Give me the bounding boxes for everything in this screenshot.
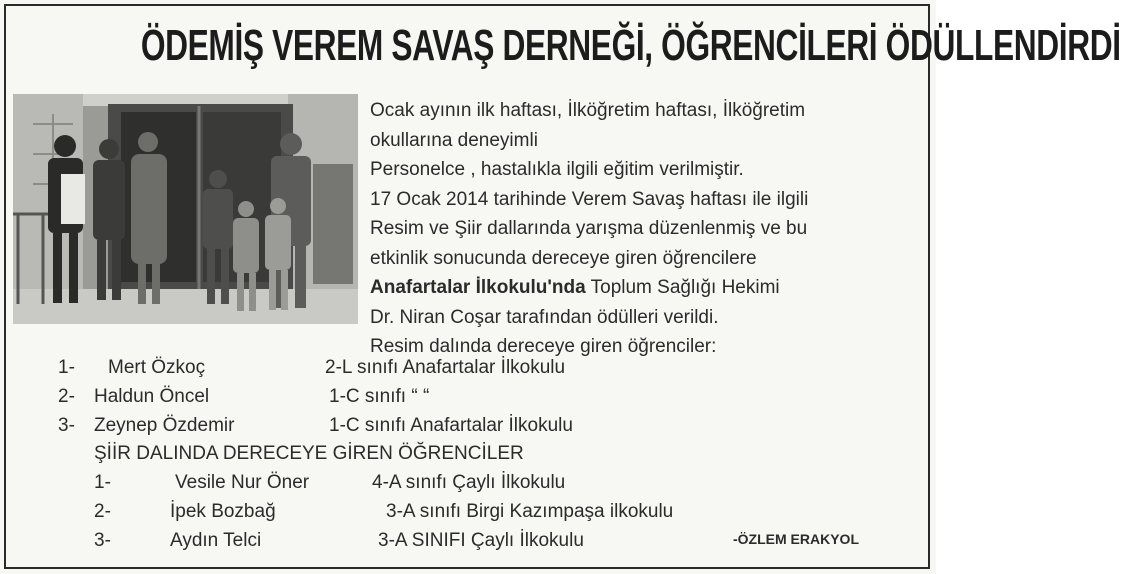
resim-student-class: 1-C sınıfı Anafartalar İlkokulu [329, 415, 573, 436]
award-ceremony-photo [13, 94, 358, 324]
article-intro [370, 96, 920, 362]
intro-line: Resim ve Şiir dallarında yarışma düzenlenmiş ve bu [370, 218, 808, 239]
resim-student-name: Zeynep Özdemir [94, 415, 235, 436]
siir-student-name: İpek Bozbağ [170, 501, 276, 522]
siir-section-heading: ŞİİR DALINDA DERECEYE GİREN ÖĞRENCİLER [94, 443, 524, 464]
resim-student-name: Mert Özkoç [108, 357, 206, 378]
school-name: Anafartalar İlkokulu'nda [370, 277, 586, 298]
siir-student-class: 4-A sınıfı Çaylı İlkokulu [372, 472, 566, 493]
intro-line: Resim dalında dereceye giren öğrenciler: [370, 336, 717, 357]
resim-student-name: Haldun Öncel [94, 386, 210, 407]
siir-student-class: 3-A sınıfı Birgi Kazımpaşa ilkokulu [386, 501, 674, 522]
resim-student-class: 1-C sınıfı “ “ [329, 386, 430, 407]
resim-student-class: 2-L sınıfı Anafartalar İlkokulu [325, 357, 566, 378]
intro-line: okullarına deneyimli [370, 129, 538, 151]
headline: ÖDEMİŞ VEREM SAVAŞ DERNEĞİ, ÖĞRENCİLERİ ÖDÜLLENDİRDİ [140, 21, 1121, 70]
photo-illustration [13, 94, 358, 324]
resim-rank: 1- [58, 357, 75, 378]
siir-student-class: 3-A SINIFI Çaylı İlkokulu [378, 530, 584, 551]
author-byline: -ÖZLEM ERAKYOL [733, 531, 859, 547]
intro-line: 17 Ocak 2014 tarihinde Verem Savaş haftası ile ilgili [370, 188, 809, 210]
intro-line: Ocak ayının ilk haftası, İlköğretim haftası, İlköğretim [370, 100, 806, 121]
siir-rank: 2- [94, 501, 111, 522]
resim-rank: 3- [58, 415, 75, 436]
siir-student-name: Vesile Nur Öner [175, 472, 310, 493]
intro-line: Dr. Niran Coşar tarafından ödülleri verildi. [370, 306, 719, 328]
intro-line: etkinlik sonucunda dereceye giren öğrencilere [370, 247, 757, 269]
siir-student-name: Aydın Telci [170, 530, 262, 551]
intro-line: Personelce , hastalıkla ilgili eğitim verilmiştir. [370, 159, 744, 180]
intro-line-rest: Toplum Sağlığı Hekimi [585, 277, 780, 298]
intro-line [370, 273, 920, 303]
siir-rank: 1- [94, 472, 111, 493]
siir-rank: 3- [94, 530, 111, 551]
resim-rank: 2- [58, 386, 75, 407]
